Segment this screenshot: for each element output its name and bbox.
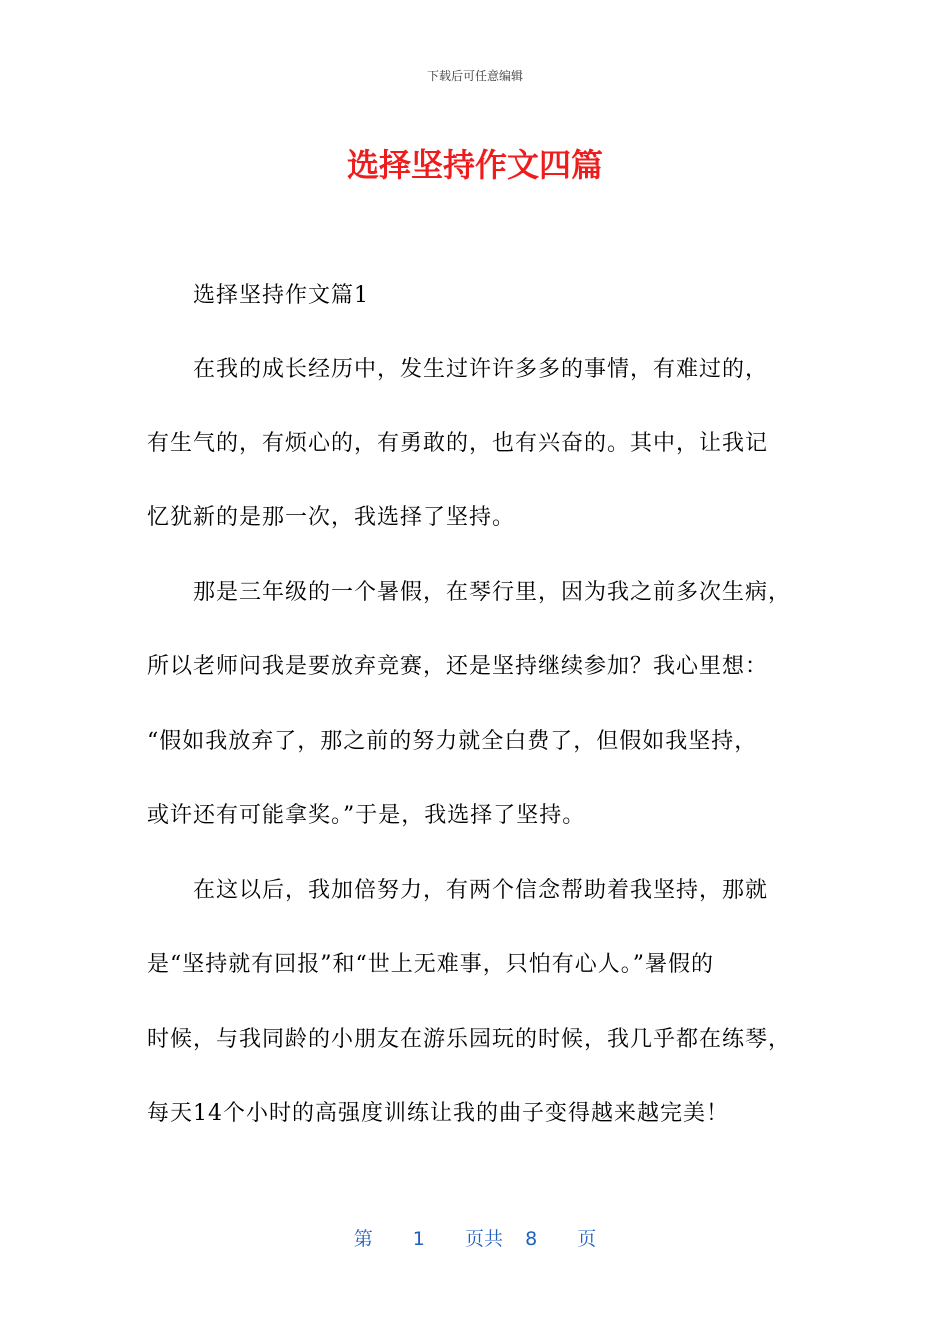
paragraph-line: “假如我放弃了，那之前的努力就全白费了，但假如我坚持， bbox=[147, 729, 758, 754]
footer-middle: 页共 bbox=[464, 1228, 503, 1250]
header-note: 下载后可任意编辑 bbox=[426, 69, 523, 83]
footer-page-number: 1 bbox=[412, 1228, 425, 1250]
page-footer bbox=[0, 1226, 950, 1252]
paragraph-line: 那是三年级的一个暑假，在琴行里，因为我之前多次生病， bbox=[193, 580, 792, 605]
footer-suffix: 页 bbox=[577, 1228, 597, 1250]
paragraph-line: 在我的成长经历中，发生过许许多多的事情，有难过的， bbox=[193, 357, 769, 382]
paragraph-line: 每天14个小时的高强度训练让我的曲子变得越来越完美！ bbox=[147, 1101, 729, 1126]
paragraph-line: 或许还有可能拿奖。”于是，我选择了坚持。 bbox=[147, 803, 586, 828]
footer-total-pages: 8 bbox=[525, 1228, 538, 1250]
footer-prefix: 第 bbox=[353, 1228, 373, 1250]
document-title: 选择坚持作文四篇 bbox=[346, 146, 603, 184]
paragraph-line: 是“坚持就有回报”和“世上无难事，只怕有心人。”暑假的 bbox=[147, 952, 714, 977]
paragraph-line: 时候，与我同龄的小朋友在游乐园玩的时候，我几乎都在练琴， bbox=[147, 1027, 792, 1052]
section-heading: 选择坚持作文篇1 bbox=[193, 283, 369, 308]
paragraph-line: 有生气的，有烦心的，有勇敢的，也有兴奋的。其中，让我记 bbox=[147, 431, 769, 456]
paragraph-line: 所以老师问我是要放弃竞赛，还是坚持继续参加？我心里想： bbox=[147, 654, 769, 679]
paragraph-line: 在这以后，我加倍努力，有两个信念帮助着我坚持，那就 bbox=[193, 878, 769, 903]
paragraph-line: 忆犹新的是那一次，我选择了坚持。 bbox=[147, 505, 516, 530]
